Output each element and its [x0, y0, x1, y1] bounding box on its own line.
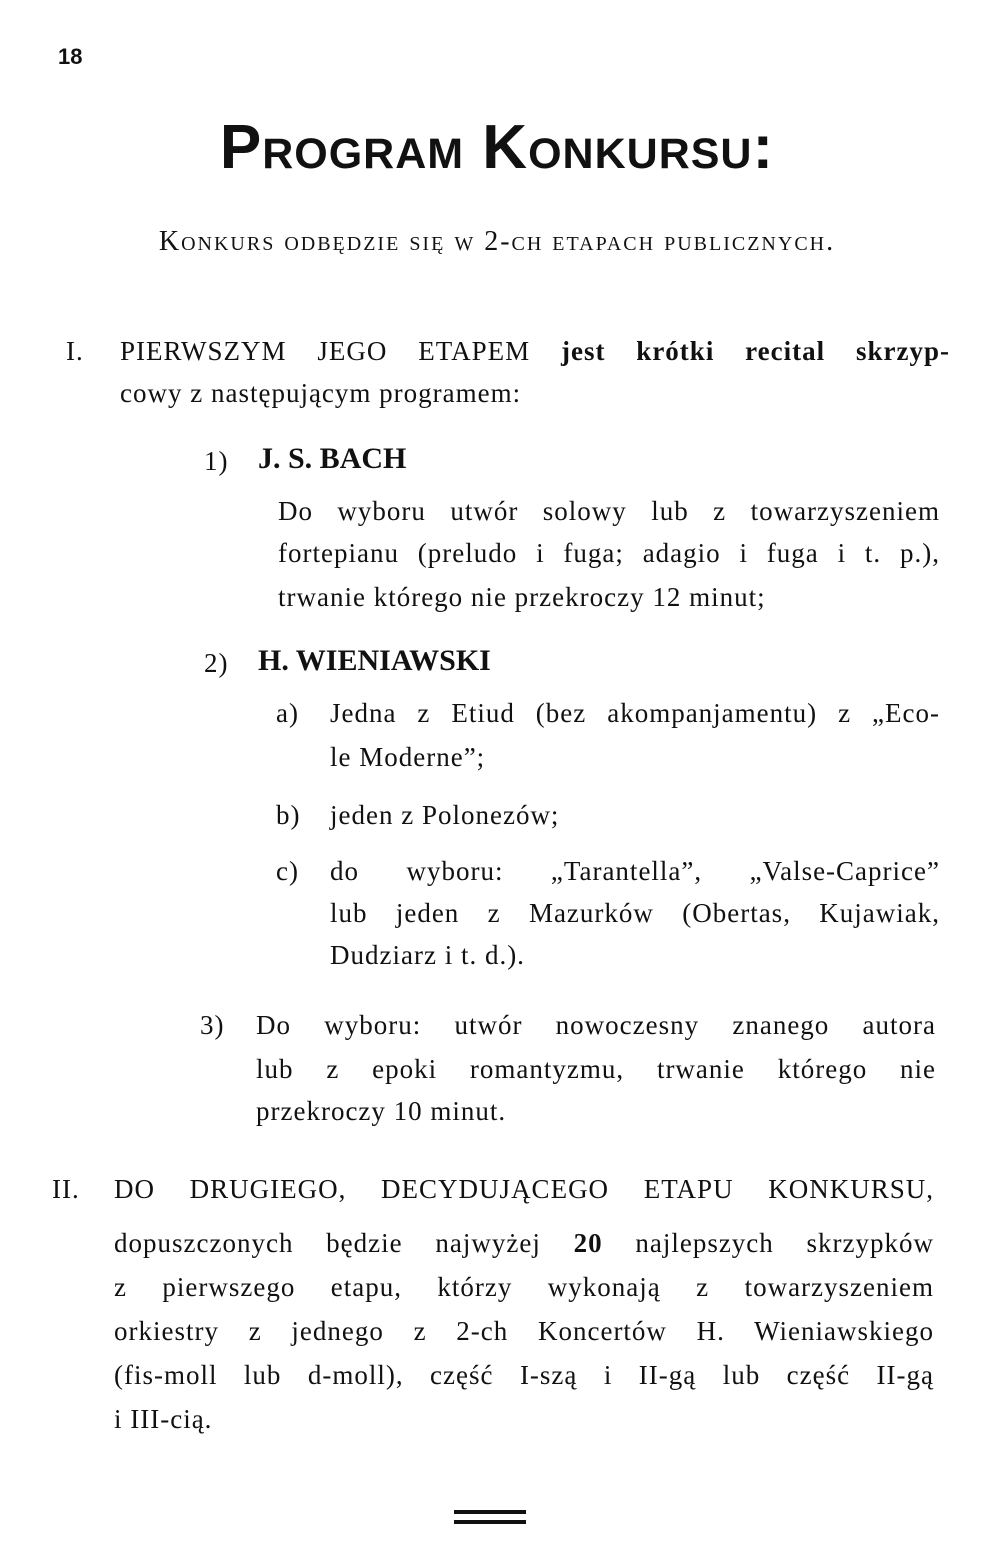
section-2-number: 20 — [573, 1228, 603, 1258]
section-2-heading: DO DRUGIEGO, DECYDUJĄCEGO ETAPU KONKURSU, — [114, 1174, 934, 1204]
item-2a-line-2: le Moderne”; — [330, 742, 486, 772]
subtitle: Konkurs odbędzie się w 2-ch etapach publicznych. — [158, 226, 836, 257]
section-1-lead: PIERWSZYM JEGO ETAPEM — [120, 336, 531, 366]
section-2-line-2: z pierwszego etapu, którzy wykonają z towarzyszeniem — [114, 1272, 934, 1302]
section-2-line-3: orkiestry z jednego z 2-ch Koncertów H. Wieniawskiego — [114, 1316, 934, 1346]
item-2-composer: H. WIENIAWSKI — [258, 644, 491, 677]
item-2c-line-3: Dudziarz i t. d.). — [330, 940, 525, 970]
item-1-line-3: trwanie którego nie przekroczy 12 minut; — [278, 582, 766, 612]
item-3-marker: 3) — [200, 1010, 225, 1040]
section-1-line-1 — [120, 330, 950, 372]
item-2b-line-1: jeden z Polonezów; — [330, 800, 560, 830]
section-1-marker: I. — [66, 336, 84, 366]
item-2a-marker: a) — [276, 698, 299, 728]
item-2-marker: 2) — [204, 648, 229, 678]
divider-rule-2 — [454, 1520, 526, 1524]
item-1-line-2: fortepianu (preludo i fuga; adagio i fuga i t. p.), — [278, 538, 940, 568]
section-2-line-4: (fis-moll lub d-moll), część I-szą i II-gą lub część II-gą — [114, 1360, 934, 1390]
item-1-composer: J. S. BACH — [258, 442, 407, 475]
section-1-line-2: cowy z następującym programem: — [120, 378, 522, 408]
section-2-line-5: i III-cią. — [114, 1404, 213, 1434]
item-1-line-1: Do wyboru utwór solowy lub z towarzyszeniem — [278, 496, 940, 526]
item-2c-line-1: do wyboru: „Tarantella”, „Valse-Caprice” — [330, 856, 940, 886]
item-3-line-3: przekroczy 10 minut. — [256, 1096, 507, 1126]
item-1-marker: 1) — [204, 446, 229, 476]
item-2b-marker: b) — [276, 800, 301, 830]
page-title: Program Konkursu: — [219, 113, 775, 182]
page-number: 18 — [58, 44, 83, 69]
section-2-line-1-after: najlepszych skrzypków — [635, 1228, 935, 1258]
divider-rule-1 — [454, 1510, 526, 1514]
section-2-marker: II. — [52, 1174, 80, 1204]
item-2c-marker: c) — [276, 856, 299, 886]
item-2a-line-1: Jedna z Etiud (bez akompanjamentu) z „Eco- — [330, 698, 940, 728]
item-3-line-2: lub z epoki romantyzmu, trwanie którego nie — [256, 1054, 936, 1084]
item-2c-line-2: lub jeden z Mazurków (Obertas, Kujawiak, — [330, 898, 940, 928]
section-1-text-1: jest krótki recital skrzyp- — [560, 336, 951, 366]
section-2-line-1 — [114, 1222, 934, 1264]
item-3-line-1: Do wyboru: utwór nowoczesny znanego autora — [256, 1010, 936, 1040]
section-2-line-1-before: dopuszczonych będzie najwyżej — [114, 1228, 541, 1258]
